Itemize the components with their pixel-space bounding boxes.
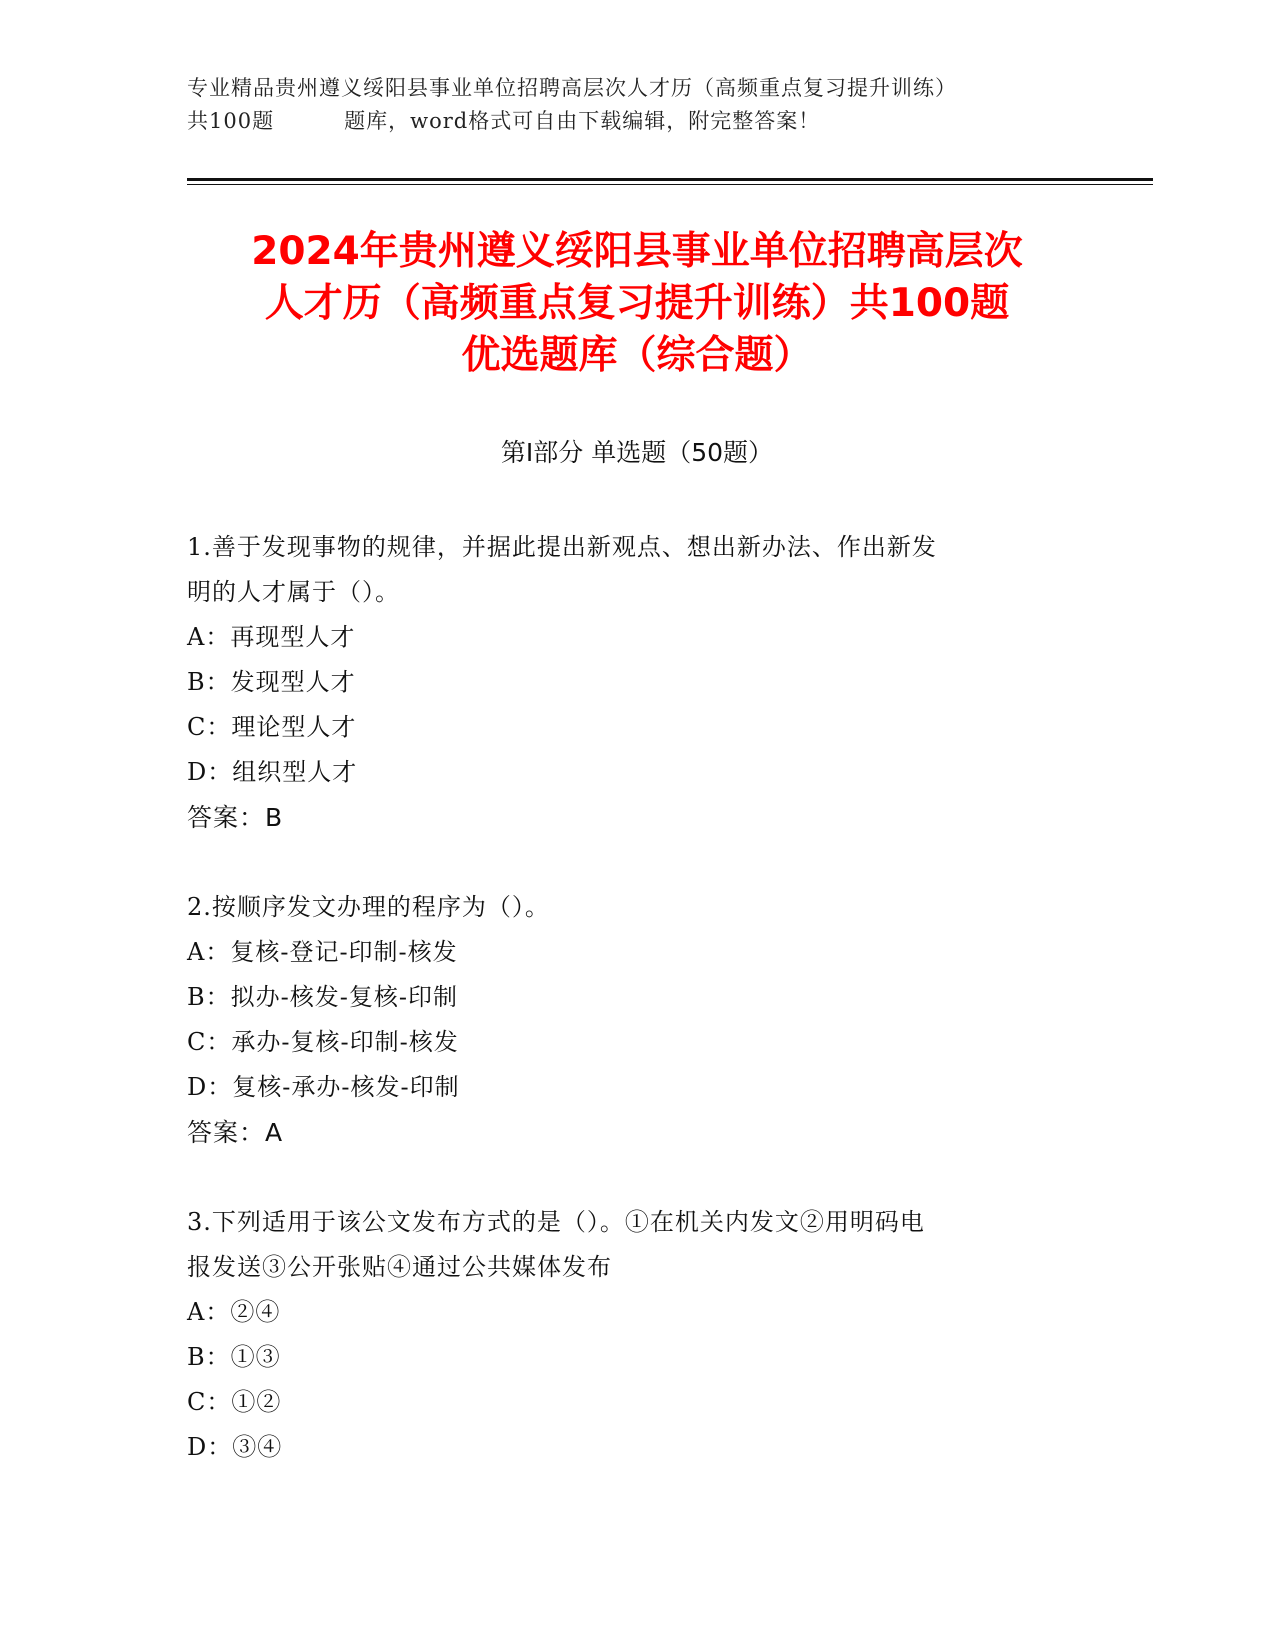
header-line-2-right: 题库，word格式可自由下载编辑，附完整答案！ xyxy=(344,109,821,133)
option-d: D：③④ xyxy=(187,1433,283,1461)
option-b: B：发现型人才 xyxy=(187,668,356,696)
question-text: 明的人才属于（）。 xyxy=(187,578,400,606)
header-divider-thick xyxy=(187,178,1153,181)
option-a: A：再现型人才 xyxy=(187,623,356,651)
option-a: A：复核-登记-印制-核发 xyxy=(187,938,458,966)
section-title: 第Ⅰ部分 单选题（50题） xyxy=(500,438,774,467)
document-title xyxy=(187,226,1087,382)
option-d: D：组织型人才 xyxy=(187,758,358,786)
header-line-1: 专业精品贵州遵义绥阳县事业单位招聘高层次人才历（高频重点复习提升训练） xyxy=(187,76,957,100)
header-line-2-left: 共100题 xyxy=(187,109,275,133)
header-line-2 xyxy=(187,105,1087,138)
question-text: 3.下列适用于该公文发布方式的是（）。①在机关内发文②用明码电 xyxy=(187,1208,925,1236)
answer: 答案：A xyxy=(187,1118,284,1147)
option-b: B：①③ xyxy=(187,1343,281,1371)
header-divider-thin xyxy=(187,184,1153,185)
question-1 xyxy=(187,525,1067,840)
option-c: C：承办-复核-印制-核发 xyxy=(187,1028,459,1056)
question-2 xyxy=(187,885,1067,1155)
document-title-line-1: 2024年贵州遵义绥阳县事业单位招聘高层次 xyxy=(251,229,1023,274)
answer: 答案：B xyxy=(187,803,284,832)
question-text: 2.按顺序发文办理的程序为（）。 xyxy=(187,893,550,921)
option-b: B：拟办-核发-复核-印制 xyxy=(187,983,458,1011)
document-title-line-3: 优选题库（综合题） xyxy=(461,333,813,378)
question-list xyxy=(187,525,1067,1515)
question-text: 1.善于发现事物的规律，并据此提出新观点、想出新办法、作出新发 xyxy=(187,533,937,561)
question-3 xyxy=(187,1200,1067,1470)
option-a: A：②④ xyxy=(187,1298,281,1326)
option-c: C：①② xyxy=(187,1388,282,1416)
document-title-line-2: 人才历（高频重点复习提升训练）共100题 xyxy=(264,281,1010,326)
option-d: D：复核-承办-核发-印制 xyxy=(187,1073,460,1101)
option-c: C：理论型人才 xyxy=(187,713,357,741)
question-text: 报发送③公开张贴④通过公共媒体发布 xyxy=(187,1253,612,1281)
header-note xyxy=(187,72,1087,138)
